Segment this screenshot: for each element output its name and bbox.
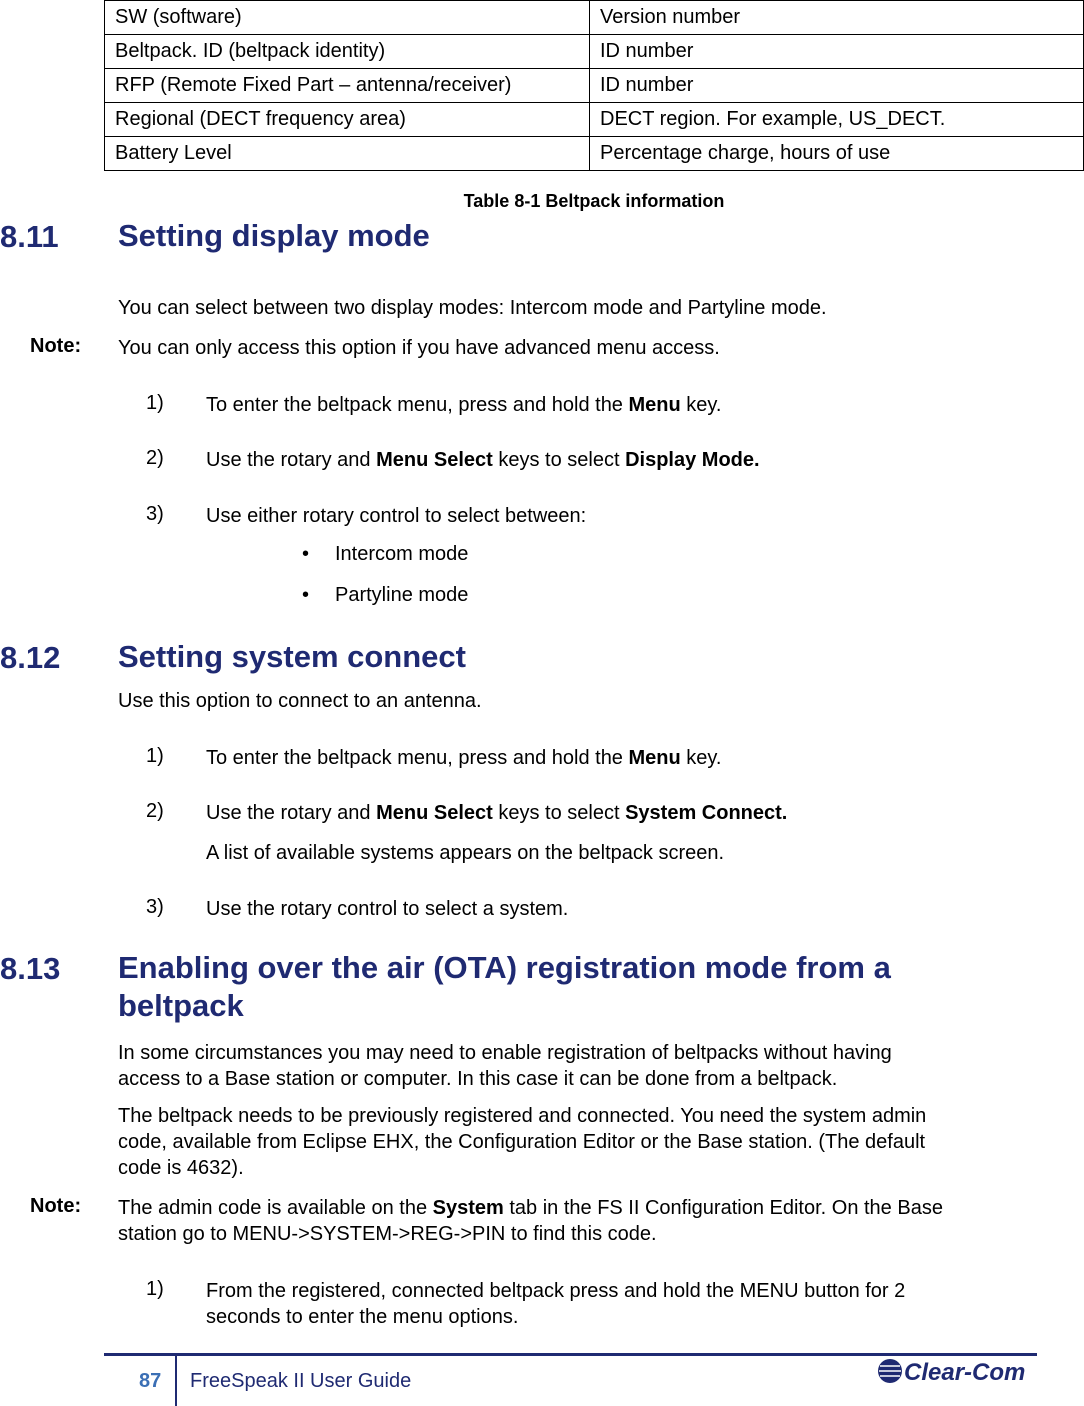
section-heading: Setting display mode bbox=[118, 218, 430, 253]
table-cell: Battery Level bbox=[105, 137, 590, 171]
bullet-item: Partyline mode bbox=[335, 584, 469, 606]
step-text: To enter the beltpack menu, press and hold the Menu key. bbox=[206, 394, 722, 416]
table-cell: DECT region. For example, US_DECT. bbox=[590, 103, 1084, 137]
paragraph: You can select between two display modes: Intercom mode and Partyline mode. bbox=[118, 297, 827, 319]
step-text: Use the rotary and Menu Select keys to select Display Mode. bbox=[206, 449, 760, 471]
step-number: 3) bbox=[146, 503, 164, 525]
svg-text:Clear-Com: Clear-Com bbox=[904, 1359, 1026, 1386]
note-label: Note: bbox=[30, 335, 82, 357]
paragraph: In some circumstances you may need to enable registration of beltpacks without having access to a Base station or computer. In this case it can be done from a beltpack. bbox=[118, 1042, 892, 1090]
table-row bbox=[105, 137, 1084, 171]
step-text: To enter the beltpack menu, press and hold the Menu key. bbox=[206, 747, 722, 769]
clear-com-sphere-icon bbox=[876, 1356, 1026, 1388]
step-text: Use the rotary and Menu Select keys to select System Connect. bbox=[206, 802, 788, 824]
step-text: Use either rotary control to select between: bbox=[206, 505, 587, 527]
note-label: Note: bbox=[30, 1195, 82, 1217]
step-number: 2) bbox=[146, 800, 164, 822]
bullet-icon: • bbox=[302, 584, 310, 606]
table-cell: Version number bbox=[590, 1, 1084, 35]
table-row bbox=[105, 35, 1084, 69]
table-cell: Regional (DECT frequency area) bbox=[105, 103, 590, 137]
step-number: 2) bbox=[146, 447, 164, 469]
step-text: Use the rotary control to select a system. bbox=[206, 898, 569, 920]
note-text: The admin code is available on the System tab in the FS II Configuration Editor. On the Base station go to MENU->SYSTEM->REG->PIN to find this code. bbox=[118, 1197, 943, 1245]
section-number: 8.12 bbox=[0, 640, 61, 675]
clear-com-logo bbox=[876, 1356, 1026, 1394]
table-row bbox=[105, 103, 1084, 137]
step-number: 3) bbox=[146, 896, 164, 918]
section-number: 8.11 bbox=[0, 219, 59, 254]
table-cell: Percentage charge, hours of use bbox=[590, 137, 1084, 171]
table-cell: ID number bbox=[590, 69, 1084, 103]
table-cell: Beltpack. ID (beltpack identity) bbox=[105, 35, 590, 69]
table-row bbox=[105, 69, 1084, 103]
table-cell: RFP (Remote Fixed Part – antenna/receiver) bbox=[105, 69, 590, 103]
table-row bbox=[105, 1, 1084, 35]
section-heading: Enabling over the air (OTA) registration mode from a beltpack bbox=[118, 950, 891, 1023]
table-caption: Table 8-1 Beltpack information bbox=[463, 191, 725, 211]
step-number: 1) bbox=[146, 1278, 164, 1300]
section-heading: Setting system connect bbox=[118, 639, 466, 674]
page-number: 87 bbox=[139, 1370, 162, 1392]
paragraph: The beltpack needs to be previously registered and connected. You need the system admin code, available from Eclipse EHX, the Configuration Editor or the Base station. (The default code is 4632). bbox=[118, 1105, 927, 1179]
table-cell: ID number bbox=[590, 35, 1084, 69]
bullet-icon: • bbox=[302, 543, 310, 565]
footer-divider bbox=[175, 1356, 177, 1406]
note-text: You can only access this option if you have advanced menu access. bbox=[118, 337, 720, 359]
step-number: 1) bbox=[146, 745, 164, 767]
beltpack-info-table bbox=[104, 0, 1084, 171]
bullet-item: Intercom mode bbox=[335, 543, 469, 565]
footer-title: FreeSpeak II User Guide bbox=[190, 1370, 412, 1392]
section-number: 8.13 bbox=[0, 951, 61, 986]
step-text: From the registered, connected beltpack press and hold the MENU button for 2 seconds to enter the menu options. bbox=[206, 1280, 906, 1328]
step-number: 1) bbox=[146, 392, 164, 414]
table-cell: SW (software) bbox=[105, 1, 590, 35]
paragraph: Use this option to connect to an antenna. bbox=[118, 690, 482, 712]
step-subtext: A list of available systems appears on the beltpack screen. bbox=[206, 842, 725, 864]
